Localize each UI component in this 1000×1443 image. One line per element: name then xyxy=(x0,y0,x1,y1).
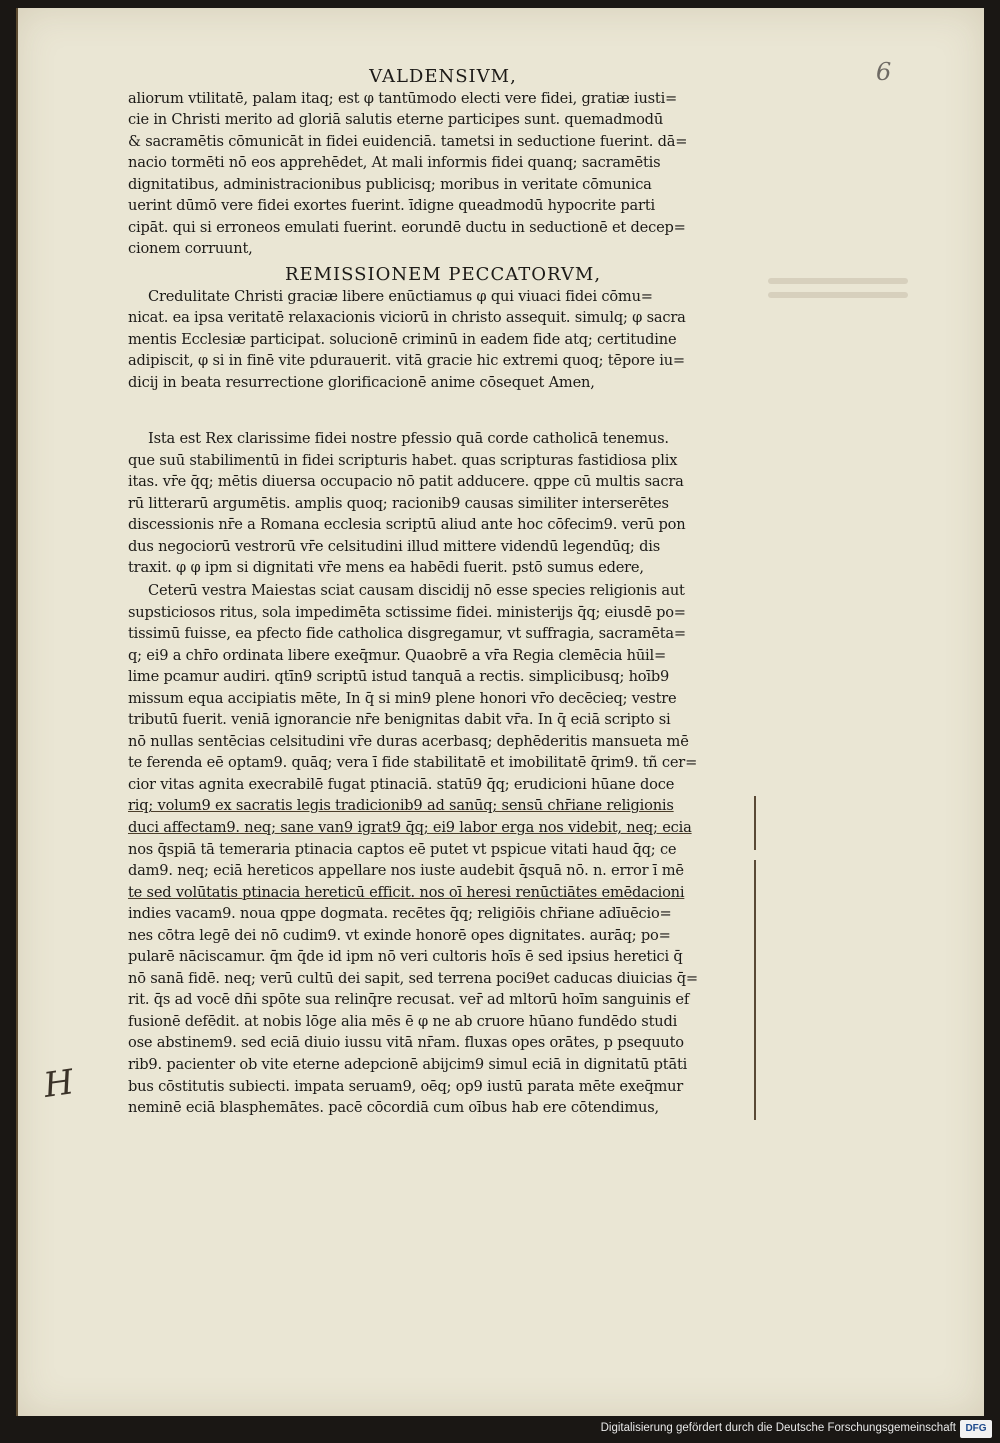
text-line: riq; volum9 ex sacratis legis tradicionib9 ad sanūq; sensū chr̄iane religionis xyxy=(128,797,674,815)
folio-number: 6 xyxy=(876,58,892,86)
text-line: dignitatibus, administracionibus publicisq; moribus in veritate cōmunica xyxy=(128,175,652,193)
text-line: que suū stabilimentū in fidei scripturis habet. quas scripturas fastidiosa plix xyxy=(128,451,678,469)
text-line: dus negociorū vestrorū vr̄e celsitudini illud mittere videndū legendūq; dis xyxy=(128,537,660,555)
text-line: indies vacam9. noua qppe dogmata. recētes q̄q; religiōis chr̄iane adīuēcio= xyxy=(128,905,672,923)
text-line: te ferenda eē optam9. quāq; vera ī fide stabilitatē et imobilitatē q̄rim9. tñ cer= xyxy=(128,754,698,772)
text-line: cipāt. qui si erroneos emulati fuerint. eorundē ductu in seductionē et decep= xyxy=(128,218,686,236)
text-line: Ista est Rex clarissime fidei nostre pfessio quā corde catholicā tenemus. xyxy=(148,430,669,447)
text-line: rib9. pacienter ob vite eterne adepcionē abijcim9 simul eciā in dignitatū ptāti xyxy=(128,1056,688,1074)
text-line: itas. vr̄e q̄q; mētis diuersa occupacio nō patit adducere. qppe cū multis sacra xyxy=(128,473,684,491)
text-line: traxit. φ φ ipm si dignitati vr̄e mens ea habēdi fuerit. pstō sumus edere, xyxy=(128,559,644,577)
text-line: Credulitate Christi graciæ libere enūctiamus φ qui viuaci fidei cōmu= xyxy=(148,287,653,305)
text-line: neminē eciā blasphemātes. pacē cōcordiā cum oībus hab ere cōtendimus, xyxy=(128,1099,659,1117)
dfg-logo: DFG xyxy=(960,1420,992,1438)
marginal-bracket xyxy=(748,796,756,850)
text-line: cior vitas agnita execrabilē fugat ptinaciā. statū9 q̄q; erudicioni hūane doce xyxy=(128,775,675,793)
text-line: cionem corruunt, xyxy=(128,240,253,258)
text-line: q; ei9 a chr̄o ordinata libere exeq̄mur. Quaobrē a vr̄a Regia clemēcia hūil= xyxy=(128,646,667,664)
footer-bar xyxy=(0,1416,1000,1443)
text-line: adipiscit, φ si in finē vite pdurauerit. vitā gracie hic extremi quoq; tēpore iu= xyxy=(128,352,685,370)
marginal-bracket xyxy=(748,860,756,1120)
funding-credit: Digitalisierung gefördert durch die Deutsche Forschungsgemeinschaft xyxy=(600,1422,956,1434)
text-line: cie in Christi merito ad gloriā salutis eterne participes sunt. quemadmodū xyxy=(128,111,664,129)
text-block-remissionem xyxy=(128,264,758,393)
text-line: dam9. neq; eciā hereticos appellare nos iuste audebit q̄squā nō. n. error ī mē xyxy=(128,862,684,880)
text-line: nō nullas sentēcias celsitudini vr̄e duras acerbasq; dephēderitis mansueta mē xyxy=(128,732,689,750)
text-line: mentis Ecclesiæ participat. solucionē criminū in eadem fide atq; certitudine xyxy=(128,330,677,348)
text-block-professio xyxy=(128,428,758,579)
section-heading: REMISSIONEM PECCATORVM, xyxy=(284,264,602,285)
text-line: & sacramētis cōmunicāt in fidei euidenciā. tametsi in seductione fuerint. dā= xyxy=(128,132,688,150)
text-line: lime pcamur audiri. qtīn9 scriptū istud tanquā a rectis. simplicibusq; hoīb9 xyxy=(128,668,670,686)
text-line: Ceterū vestra Maiestas sciat causam discidij nō esse species religionis aut xyxy=(148,582,685,599)
text-line: bus cōstitutis subiecti. impata seruam9, oēq; op9 iustū parata mēte exeq̄mur xyxy=(128,1077,684,1095)
text-line: discessionis nr̄e a Romana ecclesia scriptū aliud ante hoc cōfecim9. verū pon xyxy=(128,516,686,534)
text-line: rū litterarū argumētis. amplis quoq; racionib9 causas similiter interserētes xyxy=(128,494,669,512)
marginal-handwritten-mark: H xyxy=(41,1062,77,1106)
text-line: aliorum vtilitatē, palam itaq; est φ tantūmodo electi vere fidei, gratiæ iusti= xyxy=(128,89,678,107)
text-block-credo xyxy=(128,66,758,260)
text-line: missum equa accipiatis mēte, In q̄ si min9 plene honori vr̄o decēcieq; vestre xyxy=(128,689,677,707)
text-line: duci affectam9. neq; sane van9 igrat9 q̄q; ei9 labor erga nos videbit, neq; ecia xyxy=(128,819,692,837)
text-line: nacio tormēti nō eos apprehēdet, At mali informis fidei quanq; sacramētis xyxy=(128,154,661,172)
text-line: dicij in beata resurrectione glorificacionē anime cōsequet Amen, xyxy=(128,373,595,391)
text-line: fusionē defēdit. at nobis lōge alia mēs ē φ ne ab cruore hūano fundēdo studi xyxy=(128,1012,678,1030)
text-line: supsticiosos ritus, sola impedimēta sctissime fidei. ministerijs q̄q; eiusdē po= xyxy=(128,603,686,621)
running-heading: VALDENSIVM, xyxy=(369,66,517,87)
text-line: nes cōtra legē dei nō cudim9. vt exinde honorē opes dignitates. aurāq; po= xyxy=(128,926,671,944)
text-line: nos q̄spiā tā temeraria ptinacia captos eē putet vt pspicue vitati haud q̄q; ce xyxy=(128,840,677,858)
faded-marginal-annotation xyxy=(768,270,908,306)
text-line: nicat. ea ipsa veritatē relaxacionis viciorū in christo assequit. simulq; φ sacra xyxy=(128,309,686,327)
text-line: ose abstinem9. sed eciā diuio iussu vitā nr̄am. fluxas opes orātes, p psequuto xyxy=(128,1034,684,1052)
text-block-ceterum xyxy=(128,580,758,1119)
text-line: nō sanā fidē. neq; verū cultū dei sapit, sed terrena poci9et caducas diuicias q̄= xyxy=(128,969,698,987)
text-line: rit. q̄s ad vocē dn̄i spōte sua relinq̄re recusat. ver̄ ad mltorū hoīm sanguinis ef xyxy=(128,991,690,1009)
text-line: te sed volūtatis ptinacia hereticū efficit. nos oī heresi renūctiātes emēdacioni xyxy=(128,883,685,901)
text-line: tributū fuerit. veniā ignorancie nr̄e benignitas dabit vr̄a. In q̄ eciā scripto si xyxy=(128,711,671,729)
text-line: uerint dūmō vere fidei exortes fuerint. īdigne queadmodū hypocrite parti xyxy=(128,197,655,215)
text-line: tissimū fuisse, ea pfecto fide catholica disgregamur, vt suffragia, sacramēta= xyxy=(128,625,686,643)
text-line: pularē nāciscamur. q̄m q̄de id ipm nō veri cultoris hoīs ē sed ipsius heretici q̄ xyxy=(128,948,683,966)
